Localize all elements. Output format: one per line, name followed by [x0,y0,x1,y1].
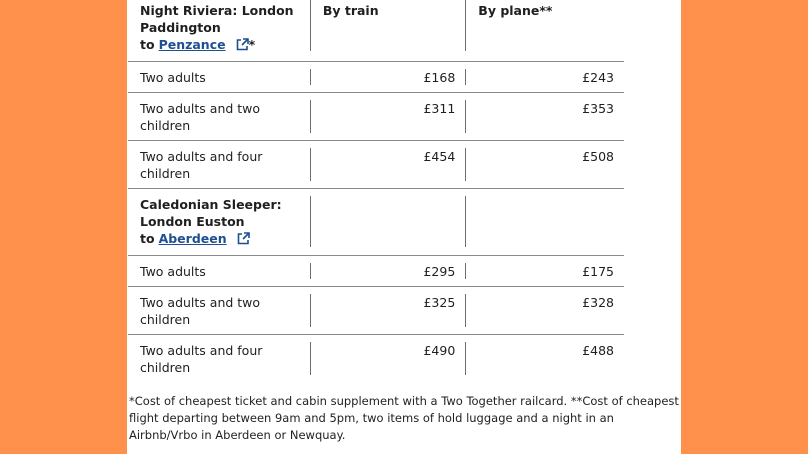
table-row [128,287,624,335]
table-row [128,93,624,141]
plane-price: £488 [582,343,614,358]
external-link-icon[interactable] [236,38,249,55]
footnote: *Cost of cheapest ticket and cabin supplement with a Two Together railcard. **Cost of cheapest flight departing between 9am and 5pm, two items of hold luggage and a night in an Airbnb/Vrbo in Aberdeen or Newquay. [129,394,679,442]
table-row [128,62,624,93]
train-price: £490 [423,343,456,358]
route-header-cell [128,189,310,256]
table-row [128,256,624,287]
train-price: £311 [423,101,456,116]
section-header-row [128,189,624,256]
row-label: Two adults [140,70,206,85]
aberdeen-link[interactable]: Aberdeen [158,231,227,246]
row-label: Two adults and four children [140,343,263,375]
plane-header-cell [465,0,624,62]
plane-price: £328 [582,295,614,310]
train-price: £325 [423,295,456,310]
col-plane-header: By plane** [478,3,553,18]
penzance-link[interactable]: Penzance [158,37,226,52]
train-price: £454 [423,149,456,164]
table-row [128,141,624,189]
content-panel [127,0,681,454]
plane-price: £353 [582,101,614,116]
route-header-cell [128,0,310,62]
train-price: £168 [423,70,456,85]
train-price: £295 [423,264,456,279]
table-header-row [128,0,624,62]
route-title: Night Riviera: London Paddington [140,3,294,35]
train-header-cell [310,0,465,62]
to-word: to [140,231,155,246]
plane-price: £243 [582,70,614,85]
row-label: Two adults and four children [140,149,263,181]
external-link-icon[interactable] [237,232,250,249]
plane-price: £508 [582,149,614,164]
cost-comparison-table [128,0,624,383]
route-title: Caledonian Sleeper: London Euston [140,197,282,229]
to-word: to [140,37,155,52]
row-label: Two adults and two children [140,295,261,327]
col-train-header: By train [322,3,379,18]
asterisk-mark: * [248,37,256,52]
row-label: Two adults and two children [140,101,261,133]
table-row [128,335,624,383]
plane-price: £175 [582,264,614,279]
row-label: Two adults [140,264,206,279]
